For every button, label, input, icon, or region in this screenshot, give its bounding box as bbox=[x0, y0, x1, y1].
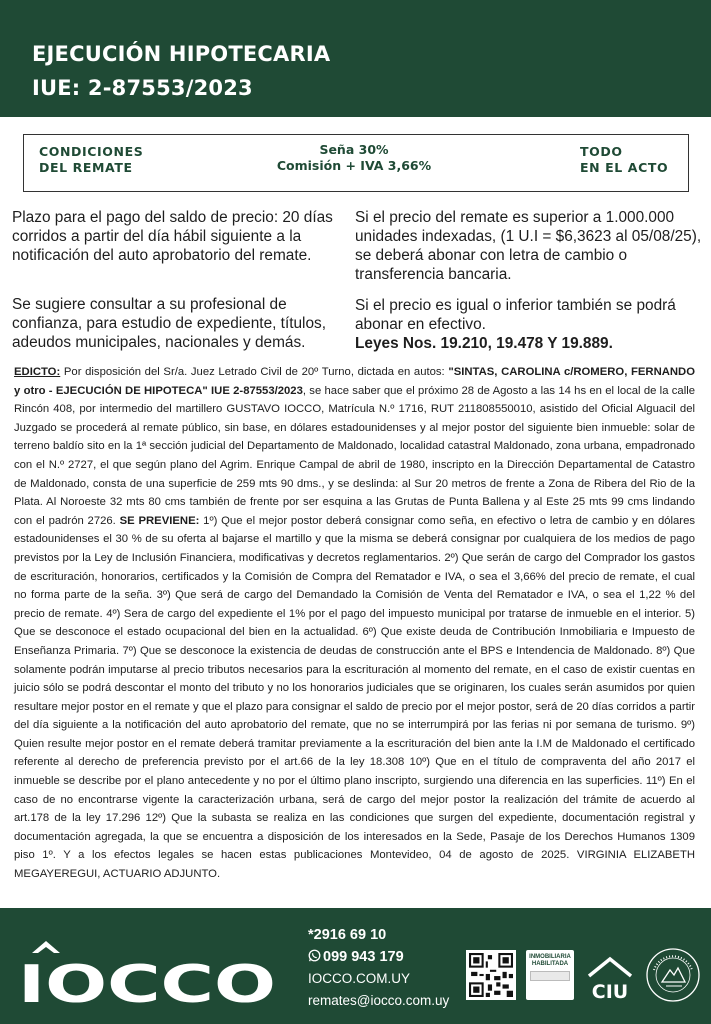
conditions-sena: Seña 30% bbox=[319, 142, 389, 157]
ciu-text: CIU bbox=[591, 981, 629, 1002]
iocco-logo bbox=[18, 938, 280, 1008]
plazo-paragraph: Plazo para el pago del saldo de precio: 20 días corridos a partir del día hábil siguiente a la notificación del auto aprobatorio del remate. bbox=[12, 209, 333, 264]
title-line-2: IUE: 2-87553/2023 bbox=[32, 76, 253, 100]
edicto-intro: Por disposición del Sr/a. Juez Letrado Civil de 20º Turno, dictada en autos: bbox=[60, 366, 449, 378]
precio-inferior-text: Si el precio es igual o inferior también se podrá abonar en efectivo. bbox=[355, 297, 676, 333]
whatsapp-icon bbox=[308, 949, 321, 962]
leyes-text: Leyes Nos. 19.210, 19.478 Y 19.889. bbox=[355, 335, 613, 352]
title-line-1: EJECUCIÓN HIPOTECARIA bbox=[32, 42, 331, 66]
inmobiliaria-habilitada-badge bbox=[526, 950, 574, 1000]
edicto-body-2: 1º) Que el mejor postor deberá consignar como seña, en efectivo o letra de cambio y en dólares estadounidenses el 30 % de su oferta al bajarse el martillo y que la misma se deberá consignar por cualquiera de los medios de pago previstos por la Ley de Inclusión Financiera, modificativas y decretos reglamentarios. 2º) Que serán de cargo del Comprador los gastos de escrituración, honorarios, certificados y la Comisión de Compra del Rematador e IVA, o sea el 3,66% del precio de remate, el cual no forma parte de la seña. 3º) Que será de cargo del Demandado la Comisión de Venta del Rematador e IVA, o sea el 1,22 % del precio de remate. 4º) Sera de cargo del expediente el 1% por el pago del impuesto municipal por tratarse de inmueble en el interior. 5) Que se desconoce el estado ocupacional del bien en la actualidad. 6º) Que existe deuda de Contribución Inmobiliaria e Impuesto de Enseñanza Primaria. 7º) Que se desconoce la existencia de deudas de construcción ante el BPS e Intendencia de Maldonado. 8º) Que solamente podrán imputarse al precio tributos necesarios para la escrituración al momento del remate, en el caso de existir cuentas en juicio sólo se podrá descontar el monto del tributo y no los honorarios judiciales que se originaren, los cuales serán asumidos por quien resultare mejor postor en el remate y que el plazo para consignar el saldo de precio por el mejor postor, será de 20 días corridos a partir del día siguiente a la notificación del auto aprobatorio del remate, que no se interrumpirá por las ferias ni por semana de turismo. 9º) Quien resulte mejor postor en el remate deberá tramitar previamente a la escrituración del bien ante la I.M de Maldonado el certificado referente al derecho de preferencia previsto por el art.66 de la ley 18.308 10º) Que en el título de compraventa del año 2017 el inmueble se describe por el plano antecedente y no por el último plano inscripto, surgiendo una diferencia en las superficies. 11º) En el caso de no encontrarse vigente la caracterización urbana, será de cargo del mejor postor la realización del trámite de acuerdo al art.178 de la ley 17.296 12º) Que la subasta se realiza en las condiciones que surgen del expediente, documentación registral y documentación agregada, la que se encuentra a disposición de los interesados en la Sede, Pasaje de los Derechos Humanos 1309 piso 1º. Y a los efectos legales se hacen estas publicaciones Montevideo, 04 de agosto de 2025. VIRGINIA ELIZABETH MEGAYEREGUI, ACTUARIO ADJUNTO. bbox=[14, 514, 695, 881]
sugerencia-paragraph: Se sugiere consultar a su profesional de confianza, para estudio de expediente, títulos, adeudos municipales, nacionales y demás. bbox=[12, 296, 327, 351]
conditions-payment-line1: TODO bbox=[580, 144, 623, 159]
brand-text: IOCCO bbox=[18, 955, 276, 1008]
edicto-autos: "SINTAS, CAROLINA c/ROMERO, FERNANDO y otro - EJECUCIÓN DE HIPOTECA" IUE 2-87553/2023 bbox=[14, 366, 696, 397]
whatsapp-number: 099 943 179 bbox=[323, 949, 404, 965]
edicto-body-1: , se hace saber que el próximo 28 de Agosto a las 14 hs en el local de la calle Rincón 408, por intermedio del martillero GUSTAVO IOCCO, Matrícula N.º 1716, RUT 211808550010, asistido del Oficial Alguacil del Juzgado se procederá al remate público, sin base, en dólares estadounidenses y al mejor postor del siguiente bien inmueble: solar de terreno baldío sito en la 1ª sección judicial del Departamento de Maldonado, localidad catastral Maldonado, zona urbana, empadronado con el N.º 2727, el que según plano del Agrim. Enrique Campal de abril de 1980, inscripto en la Dirección Departamental de Catastro de Maldonado, consta de una superficie de 259 mts 90 dms., y se deslinda: al Sur 20 metros de frente a Zona de Ribera del Rio de la Plata. Al Noroeste 32 mts 80 cms también de frente por ser esquina a las Grutas de Punta Ballena y al Este 25 mts 99 cms lindando con el padrón 2726. bbox=[14, 384, 695, 527]
conditions-terms bbox=[244, 142, 464, 174]
edicto-text bbox=[14, 363, 695, 884]
ciu-logo bbox=[586, 954, 634, 1002]
conditions-comision: Comisión + IVA 3,66% bbox=[276, 158, 432, 173]
conditions-payment-line2: EN EL ACTO bbox=[580, 160, 669, 175]
header-banner bbox=[0, 0, 711, 117]
precio-superior-paragraph: Si el precio del remate es superior a 1.000.000 unidades indexadas, (1 U.I = $6,3623 al 05/08/25), se deberá abonar con letra de cambio o transferencia bancaria. bbox=[355, 209, 702, 283]
roof-icon bbox=[32, 941, 60, 953]
contact-block bbox=[308, 924, 449, 1012]
badge-line-1: INMOBILIARIA bbox=[529, 954, 571, 960]
qr-code[interactable] bbox=[466, 950, 516, 1000]
badge-line-2: HABILITADA bbox=[531, 961, 569, 967]
edicto-previene: SE PREVIENE: bbox=[119, 514, 200, 527]
phone-number[interactable]: *2916 69 10 bbox=[308, 927, 387, 943]
camara-inmobiliaria-seal-icon bbox=[644, 946, 702, 1004]
conditions-label bbox=[39, 144, 143, 176]
conditions-payment bbox=[580, 144, 668, 176]
conditions-label-line1: CONDICIONES bbox=[39, 144, 144, 159]
precio-inferior-paragraph bbox=[355, 296, 705, 353]
qr-code-icon bbox=[469, 953, 513, 997]
conditions-label-line2: DEL REMATE bbox=[39, 160, 133, 175]
edicto-label: EDICTO: bbox=[14, 366, 61, 378]
website-link[interactable]: IOCCO.COM.UY bbox=[308, 971, 411, 986]
whatsapp-row[interactable] bbox=[308, 946, 449, 968]
email-link[interactable]: remates@iocco.com.uy bbox=[308, 993, 450, 1008]
footer-banner bbox=[0, 908, 711, 1024]
conditions-box bbox=[23, 134, 689, 192]
badge-seal-strip bbox=[530, 971, 570, 981]
